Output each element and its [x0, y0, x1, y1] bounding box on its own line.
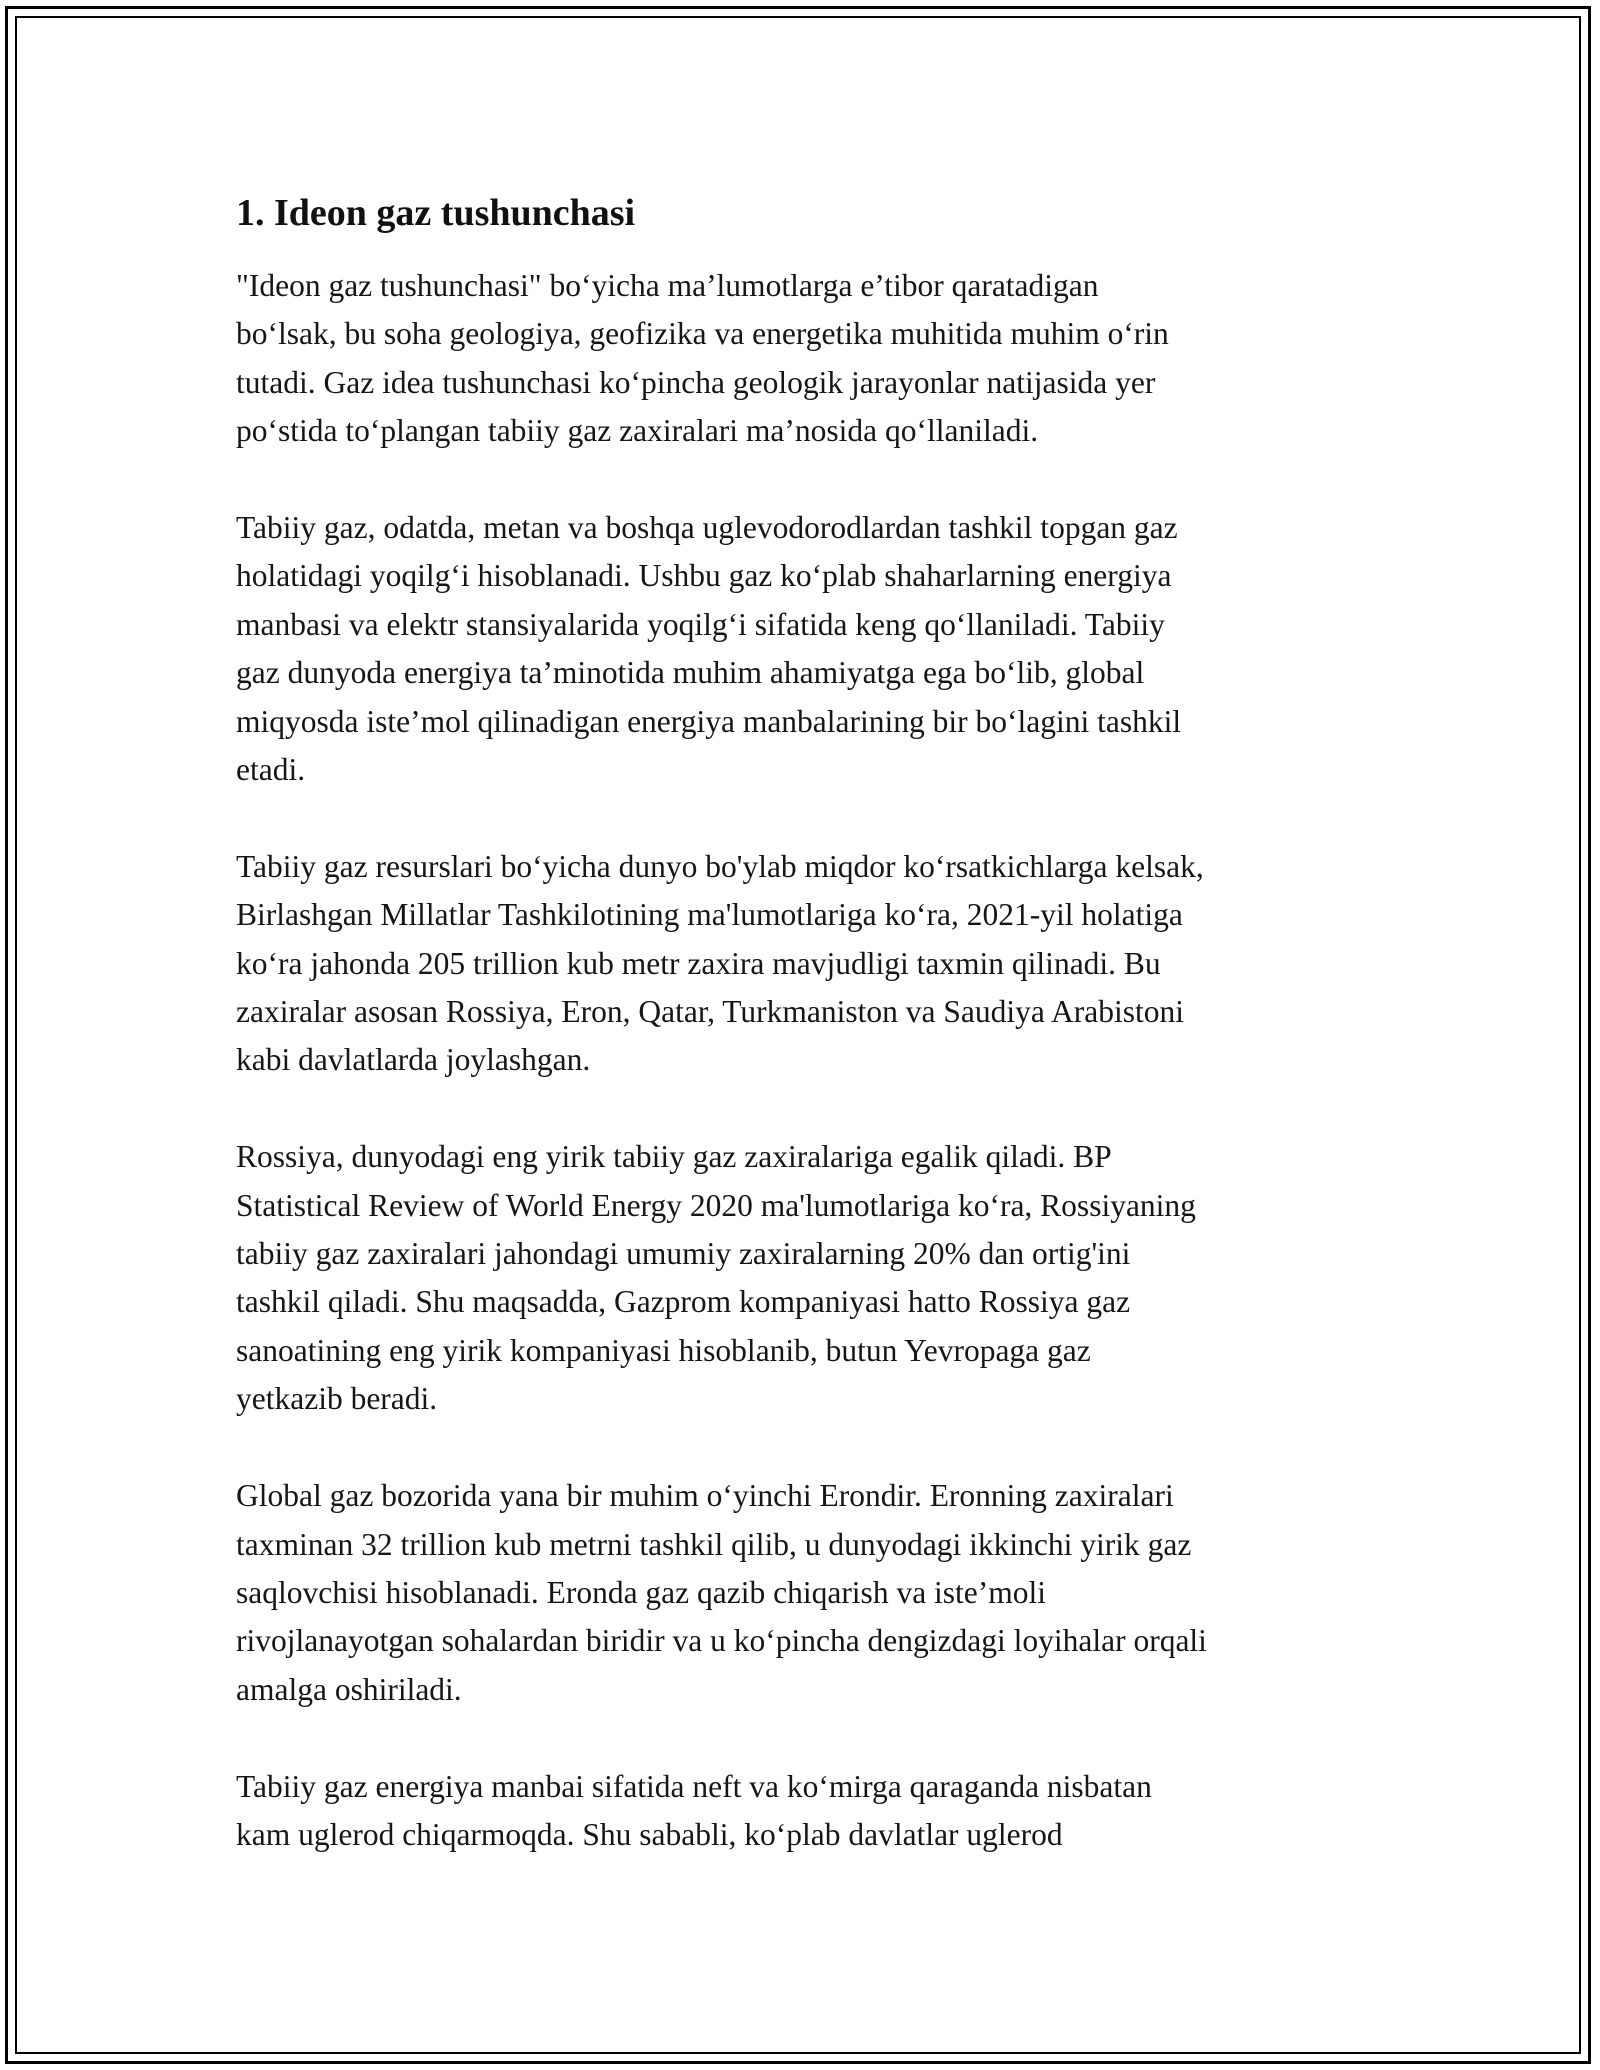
paragraph-line: kam uglerod chiqarmoqda. Shu sababli, ko‘plab davlatlar uglerod: [236, 1816, 1063, 1852]
paragraph-5: [236, 1472, 1386, 1714]
paragraph-3: [236, 843, 1386, 1085]
paragraph-line: holatidagi yoqilg‘i hisoblanadi. Ushbu gaz ko‘plab shaharlarning energiya: [236, 558, 1172, 594]
paragraph-line: bo‘lsak, bu soha geologiya, geofizika va energetika muhitida muhim o‘rin: [236, 316, 1169, 352]
paragraph-line: gaz dunyoda energiya ta’minotida muhim ahamiyatga ega bo‘lib, global: [236, 655, 1145, 691]
paragraph-line: kabi davlatlarda joylashgan.: [236, 1042, 591, 1078]
paragraph-line: manbasi va elektr stansiyalarida yoqilg‘i sifatida keng qo‘llaniladi. Tabiiy: [236, 606, 1165, 642]
paragraph-line: tashkil qiladi. Shu maqsadda, Gazprom kompaniyasi hatto Rossiya gaz: [236, 1284, 1131, 1320]
paragraph-line: sanoatining eng yirik kompaniyasi hisoblanib, butun Yevropaga gaz: [236, 1332, 1091, 1368]
paragraph-line: Rossiya, dunyodagi eng yirik tabiiy gaz zaxiralariga egalik qiladi. BP: [236, 1139, 1112, 1175]
document-body: [236, 188, 1386, 1908]
paragraph-line: tabiiy gaz zaxiralari jahondagi umumiy zaxiralarning 20% dan ortig'ini: [236, 1236, 1131, 1272]
paragraph-line: po‘stida to‘plangan tabiiy gaz zaxiralari ma’nosida qo‘llaniladi.: [236, 413, 1039, 449]
paragraph-line: yetkazib beradi.: [236, 1381, 438, 1417]
paragraph-line: saqlovchisi hisoblanadi. Eronda gaz qazib chiqarish va iste’moli: [236, 1574, 1047, 1610]
paragraph-line: Tabiiy gaz energiya manbai sifatida neft va ko‘mirga qaraganda nisbatan: [236, 1768, 1152, 1804]
paragraph-6: [236, 1763, 1386, 1860]
paragraph-line: Statistical Review of World Energy 2020 ma'lumotlariga ko‘ra, Rossiyaning: [236, 1187, 1196, 1223]
paragraph-line: amalga oshiriladi.: [236, 1671, 462, 1707]
paragraph-line: Tabiiy gaz, odatda, metan va boshqa uglevodorodlardan tashkil topgan gaz: [236, 510, 1178, 546]
paragraph-line: Birlashgan Millatlar Tashkilotining ma'lumotlariga ko‘ra, 2021-yil holatiga: [236, 897, 1183, 933]
paragraph-line: miqyosda iste’mol qilinadigan energiya manbalarining bir bo‘lagini tashkil: [236, 703, 1182, 739]
paragraph-line: tutadi. Gaz idea tushunchasi ko‘pincha geologik jarayonlar natijasida yer: [236, 364, 1156, 400]
paragraph-4: [236, 1133, 1386, 1423]
paragraph-line: "Ideon gaz tushunchasi" bo‘yicha ma’lumotlarga e’tibor qaratadigan: [236, 268, 1099, 303]
paragraph-2: [236, 504, 1386, 794]
paragraph-line: Global gaz bozorida yana bir muhim o‘yinchi Erondir. Eronning zaxiralari: [236, 1478, 1174, 1514]
paragraph-line: Tabiiy gaz resurslari bo‘yicha dunyo bo'ylab miqdor ko‘rsatkichlarga kelsak,: [236, 848, 1204, 884]
paragraph-line: etadi.: [236, 752, 306, 788]
paragraph-line: rivojlanayotgan sohalardan biridir va u ko‘pincha dengizdagi loyihalar orqali: [236, 1623, 1207, 1659]
paragraph-1: [236, 262, 1386, 456]
section-heading: 1. Ideon gaz tushunchasi: [236, 192, 636, 234]
paragraph-line: taxminan 32 trillion kub metrni tashkil qilib, u dunyodagi ikkinchi yirik gaz: [236, 1526, 1192, 1562]
paragraph-line: ko‘ra jahonda 205 trillion kub metr zaxira mavjudligi taxmin qilinadi. Bu: [236, 945, 1161, 981]
paragraph-line: zaxiralar asosan Rossiya, Eron, Qatar, Turkmaniston va Saudiya Arabistoni: [236, 994, 1184, 1030]
